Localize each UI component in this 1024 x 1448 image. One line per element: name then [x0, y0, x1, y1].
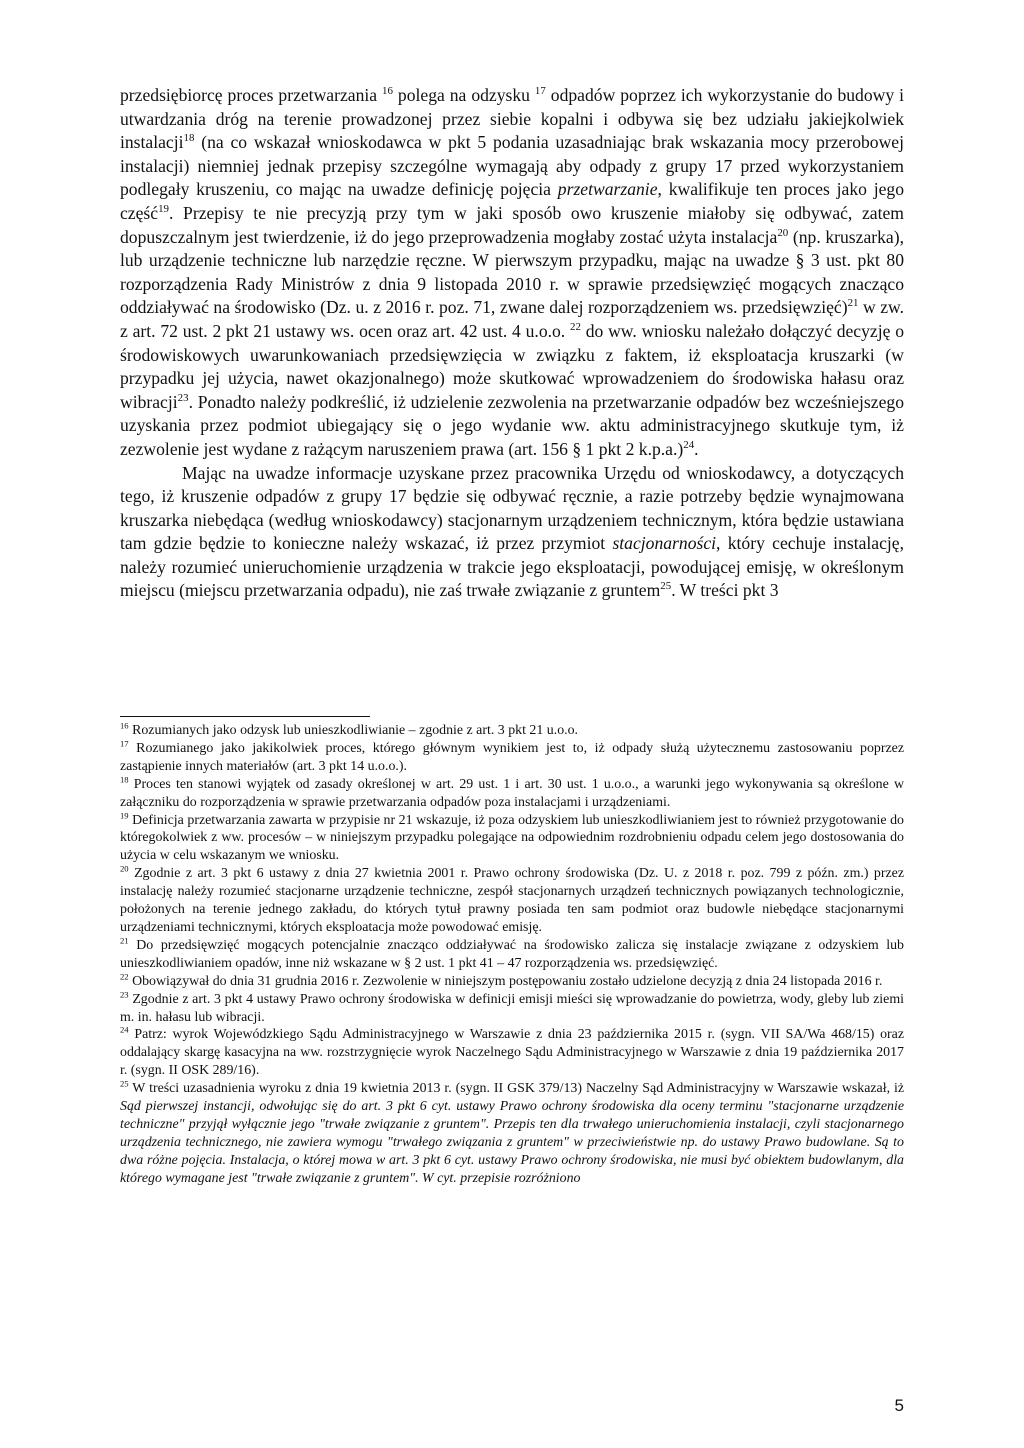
footnote-text: Rozumianych jako odzysk lub unieszkodliwianie – zgodnie z art. 3 pkt 21 u.o.o.	[128, 723, 579, 738]
emphasis-term: przetwarzanie	[557, 179, 658, 200]
footnote-ref-16[interactable]: 16	[382, 85, 393, 98]
text-run: . Ponadto należy podkreślić, iż udzielenie zezwolenia na przetwarzanie odpadów bez wcześniejszego uzyskania przez podmiot ubiegający się o jego wydanie ww. aktu administracyjnego skutkuje tym, iż zezwolenie jest wydane z rażącym naruszeniem prawa (art. 156 § 1 pkt 2 k.p.a.)	[120, 391, 904, 459]
footnote-20	[120, 865, 904, 937]
page-number: 5	[894, 1396, 904, 1415]
footnote-ref-24[interactable]: 24	[683, 439, 695, 452]
footnote-24	[120, 1026, 904, 1080]
footnote-text: Obowiązywał do dnia 31 grudnia 2016 r. Zezwolenie w niniejszym postępowaniu zostało udzielone decyzją z dnia 24 listopada 2016 r.	[128, 973, 883, 989]
footnote-ref-19[interactable]: 19	[158, 203, 169, 216]
text-run: . W treści pkt 3	[671, 580, 779, 601]
footnote-19	[120, 809, 904, 866]
footnote-21	[120, 937, 904, 973]
text-run: . Przepisy te nie precyzją przy tym w jaki sposób owo kruszenie miałoby się odbywać, zatem dopuszczalnym jest twierdzenie, iż do jego przeprowadzenia mogłaby zostać użyta instalacja	[120, 202, 904, 247]
emphasis-term: stacjonarności	[612, 533, 717, 554]
footnote-ref-23[interactable]: 23	[177, 391, 189, 404]
paragraph-1	[120, 84, 904, 462]
text-run: , który cechuje instalację, należy rozumieć unieruchomienie urządzenia w trakcie jego eksploatacji, powodującej emisję, w określonym miejscu (miejscu przetwarzania odpadu), nie zaś trwałe związanie z gruntem	[120, 533, 904, 601]
footnote-number: 21	[120, 935, 129, 946]
text-run: (na co wskazał wnioskodawca w pkt 5 podania uzasadniając brak wskazania mocy przerobowej instalacji) niemniej jednak przepisy szczególne wymagają aby odpady z grupy 17 przed wykorzystaniem podlegały kruszeniu, co mając na uwadze definicję pojęcia	[120, 132, 904, 200]
footnote-18	[120, 776, 904, 812]
footnote-number: 23	[120, 988, 129, 999]
text-run: .	[694, 438, 699, 459]
text-run: odpadów poprzez ich wykorzystanie do budowy i utwardzania dróg na terenie prowadzonej przez siebie kopalni i odbywa się bez udziału jakiejkolwiek instalacji	[120, 85, 904, 153]
footnote-22	[120, 973, 904, 991]
text-run: do ww. wniosku należało dołączyć decyzję o środowiskowych uwarunkowaniach przedsięwzięcia w związku z faktem, iż eksploatacja kruszarki (w przypadku jej użycia, nawet okazjonalnego) może skutkować wprowadzeniem do środowiska hałasu oraz wibracji	[120, 320, 905, 412]
footnote-number: 18	[120, 774, 129, 785]
footnote-text: Definicja przetwarzania zawarta w przypisie nr 21 wskazuje, iż poza odzyskiem lub unieszkodliwianiem jest to również przygotowanie do któregokolwiek z ww. procesów – w niniejszym przypadku polegające na odpowiednim rozdrobnieniu odpadu celem jego dostosowania do użycia w celu wskazanym we wniosku.	[120, 812, 904, 864]
footnote-number: 16	[120, 720, 129, 731]
footnote-number: 22	[120, 971, 129, 982]
footnote-17	[120, 740, 904, 776]
text-run: przedsiębiorcę proces przetwarzania	[120, 85, 383, 105]
text-run: , kwalifikuje ten proces jako jego część	[120, 179, 904, 223]
footnote-number: 24	[120, 1024, 129, 1035]
footnote-separator	[120, 716, 370, 717]
footnote-quote: Sąd pierwszej instancji, odwołując się do art. 3 pkt 6 cyt. ustawy Prawo ochrony środowiska dla oceny terminu "stacjonarne urządzenie techniczne" przyjął wyłącznie jego "trwałe związanie z gruntem". Przepis ten dla trwałego unieruchomienia instalacji, czyli stacjonarnego urządzenia technicznego, nie zawiera wymogu "trwałego związania z gruntem" w przeciwieństwie np. do ustawy Prawo budowlane. Są to dwa różne pojęcia. Instalacja, o której mowa w art. 3 pkt 6 cyt. ustawy Prawo ochrony środowiska, nie musi być obiektem budowlanym, dla którego wymagane jest "trwałe związanie z gruntem". W cyt. przepisie rozróżniono	[120, 1099, 904, 1186]
footnote-ref-17[interactable]: 17	[534, 85, 546, 98]
footnote-ref-20[interactable]: 20	[777, 226, 789, 239]
footnote-text: Zgodnie z art. 3 pkt 4 ustawy Prawo ochrony środowiska w definicji emisji mieści się wprowadzanie do powietrza, wody, gleby lub ziemi m. in. hałasu lub wibracji.	[120, 991, 904, 1025]
footnote-ref-18[interactable]: 18	[183, 132, 195, 145]
footnote-25	[120, 1080, 904, 1187]
footnote-ref-25[interactable]: 25	[660, 580, 672, 593]
footnote-number: 25	[120, 1078, 129, 1089]
footnote-number: 19	[120, 809, 129, 820]
footnote-16	[120, 722, 904, 740]
footnote-text: Zgodnie z art. 3 pkt 6 ustawy z dnia 27 kwietnia 2001 r. Prawo ochrony środowiska (Dz. U. z 2018 r. poz. 799 z późn. zm.) przez instalację należy rozumieć stacjonarne urządzenie techniczne, zespół stacjonarnych urządzeń technicznych powiązanych technologicznie, położonych na terenie jednego zakładu, do których tytuł prawny posiada ten sam podmiot oraz budowle niebędące stacjonarnymi urządzeniami technicznymi, których eksploatacja może powodować emisję.	[120, 866, 904, 935]
footnote-text: Do przedsięwzięć mogących potencjalnie znacząco oddziaływać na środowisko zalicza się instalacje związane z odzyskiem lub unieszkodliwianiem opadów, inne niż wskazane w § 2 ust. 1 pkt 41 – 47 rozporządzenia ws. przedsięwzięć.	[120, 937, 904, 971]
main-text	[120, 84, 904, 603]
footnotes	[120, 722, 904, 1188]
footnote-ref-22[interactable]: 22	[570, 321, 581, 334]
footnote-23	[120, 988, 904, 1027]
text-run: Mając na uwadze informacje uzyskane przez pracownika Urzędu od wnioskodawcy, a dotyczących tego, iż kruszenie odpadów z grupy 17 będzie się odbywać ręcznie, a razie potrzeby będzie wynajmowana kruszarka niebędąca (według wnioskodawcy) stacjonarnym urządzeniem technicznym, która będzie ustawiana tam gdzie będzie to konieczne należy wskazać, iż przez przymiot	[120, 462, 904, 554]
footnote-ref-21[interactable]: 21	[847, 297, 859, 310]
text-run: w zw. z art. 72 ust. 2 pkt 21 ustawy ws. ocen oraz art. 42 ust. 4 u.o.o.	[120, 297, 904, 341]
footnote-number: 17	[120, 738, 129, 749]
footnote-text: W treści uzasadnienia wyroku z dnia 19 kwietnia 2013 r. (sygn. II GSK 379/13) Naczelny Sąd Administracyjny w Warszawie wskazał, iż	[128, 1081, 904, 1097]
footnote-text: Patrz: wyrok Wojewódzkiego Sądu Administracyjnego w Warszawie z dnia 23 października 2015 r. (sygn. VII SA/Wa 468/15) oraz oddalający skargę kasacyjna na ww. rozstrzygnięcie wyrok Naczelnego Sądu Administracyjnego w Warszawie z dnia 19 października 2017 r. (sygn. II OSK 289/16).	[120, 1027, 904, 1079]
paragraph-2	[120, 462, 904, 604]
footnote-text: Proces ten stanowi wyjątek od zasady określonej w art. 29 ust. 1 i art. 30 ust. 1 u.o.o., a warunki jego wykonywania są określone w załączniku do rozporządzenia w sprawie przetwarzania odpadów poza instalacjami i urządzeniami.	[120, 776, 904, 810]
footnote-number: 20	[120, 863, 129, 874]
text-run: polega na odzysku	[392, 85, 535, 105]
text-run: (np. kruszarka), lub urządzenie techniczne lub narzędzie ręczne. W pierwszym przypadku, mając na uwadze § 3 ust. pkt 80 rozporządzenia Rady Ministrów z dnia 9 listopada 2010 r. w sprawie przedsięwzięć mogących znacząco oddziaływać na środowisko (Dz. u. z 2016 r. poz. 71, zwane dalej rozporządzeniem ws. przedsięwzięć)	[120, 226, 904, 318]
footnote-text: Rozumianego jako jakikolwiek proces, którego głównym wynikiem jest to, iż odpady służą użytecznemu zastosowaniu poprzez zastąpienie innych materiałów (art. 3 pkt 14 u.o.o.).	[120, 740, 904, 774]
